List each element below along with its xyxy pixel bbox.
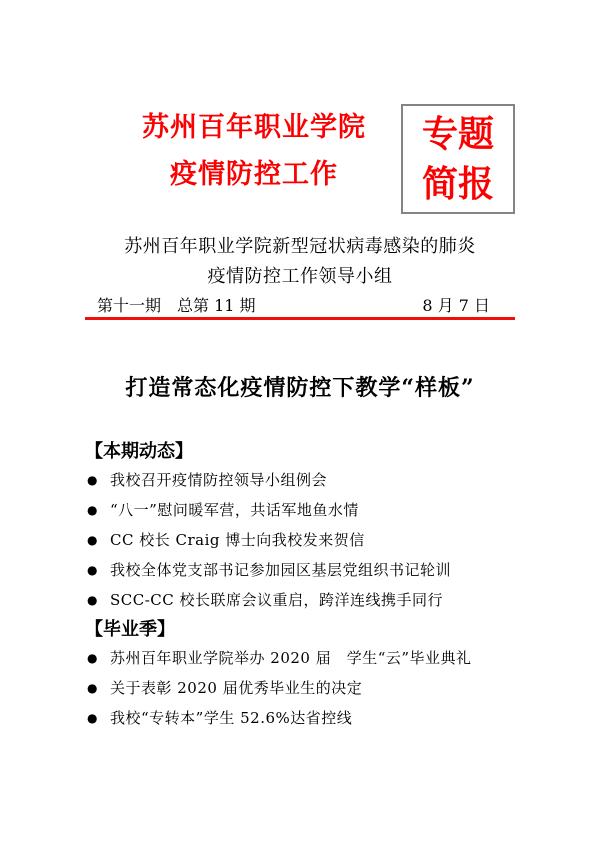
bullet-icon: ●	[87, 473, 98, 487]
title-line-2: 疫情防控工作	[170, 159, 338, 190]
bullet-list	[85, 470, 515, 610]
list-item	[85, 500, 515, 520]
org-name	[0, 232, 600, 292]
badge-line-2: 简报	[421, 163, 494, 205]
bullet-icon: ●	[87, 503, 98, 517]
content-area	[85, 442, 515, 728]
issue-row	[85, 296, 515, 316]
list-item	[85, 708, 515, 728]
item-text: “八一”慰问暖军营，共话军地鱼水情	[110, 501, 359, 519]
topic-badge	[401, 104, 515, 214]
section-graduation	[85, 620, 515, 728]
bullet-icon: ●	[87, 651, 98, 665]
issue-date: 8 月 7 日	[422, 296, 490, 315]
org-name-line-2: 疫情防控工作领导小组	[207, 266, 393, 287]
list-item	[85, 590, 515, 610]
red-divider-rule	[85, 317, 515, 320]
item-text: 我校全体党支部书记参加园区基层党组织书记轮训	[110, 561, 452, 579]
bullet-icon: ●	[87, 593, 98, 607]
list-item	[85, 648, 515, 668]
headline: 打造常态化疫情防控下教学“样板”	[125, 375, 475, 401]
bullet-icon: ●	[87, 711, 98, 725]
list-item	[85, 678, 515, 698]
issue-number: 第十一期 总第 11 期	[97, 296, 256, 315]
bullet-icon: ●	[87, 681, 98, 695]
item-text: 苏州百年职业学院举办 2020 届 学生“云”毕业典礼	[110, 649, 472, 667]
masthead-title	[85, 100, 401, 216]
item-text: 关于表彰 2020 届优秀毕业生的决定	[110, 679, 363, 697]
org-name-line-1: 苏州百年职业学院新型冠状病毒感染的肺炎	[124, 236, 476, 257]
masthead	[85, 100, 515, 216]
item-text: CC 校长 Craig 博士向我校发来贺信	[110, 531, 365, 549]
list-item	[85, 530, 515, 550]
section-title: 【本期动态】	[85, 441, 193, 462]
list-item	[85, 560, 515, 580]
bullet-icon: ●	[87, 533, 98, 547]
bullet-icon: ●	[87, 563, 98, 577]
bullet-list	[85, 648, 515, 728]
item-text: 我校召开疫情防控领导小组例会	[110, 471, 328, 489]
item-text: SCC-CC 校长联席会议重启，跨洋连线携手同行	[110, 591, 444, 609]
badge-line-1: 专题	[421, 113, 494, 155]
list-item	[85, 470, 515, 490]
item-text: 我校“专转本”学生 52.6%达省控线	[110, 709, 353, 727]
section-current-news	[85, 442, 515, 610]
section-title: 【毕业季】	[85, 619, 175, 640]
title-line-1: 苏州百年职业学院	[142, 112, 366, 143]
